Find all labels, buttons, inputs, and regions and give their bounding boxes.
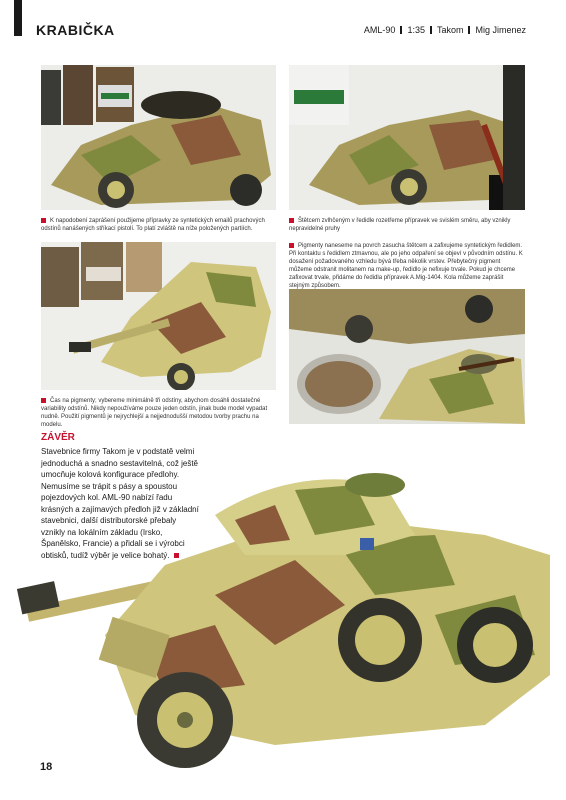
brand: Takom bbox=[436, 25, 464, 35]
hero-tank-photo bbox=[15, 445, 560, 785]
author: Mig Jimenez bbox=[475, 25, 526, 35]
caption-bullet bbox=[41, 398, 46, 403]
caption-photo-4 bbox=[289, 242, 525, 290]
caption-text: Pigmenty naneseme na povrch zasucha štětcem a zafixujeme syntetickým ředidlem. Při kontaktu s ředidlem ztmavnou, ale po jeho odpaření se objeví v původním odstínu. K dosažení požadovaného vzhledu bývá třeba několik vrstev. Přebytečný pigment můžeme odstranit molitanem na make-up, ředidlo je nefixuje trvale. Pokud je chceme zafixovat trvale, přidáme do ředidla přípravek A.Mig-1404. Kola můžeme zaprášit stejným způsobem. bbox=[289, 243, 523, 289]
header-accent-bar bbox=[14, 0, 22, 36]
caption-bullet bbox=[289, 218, 294, 223]
conclusion-heading: ZÁVĚR bbox=[41, 432, 75, 443]
caption-photo-3 bbox=[41, 397, 276, 429]
scale: 1:35 bbox=[407, 25, 425, 35]
header-separator bbox=[430, 26, 432, 34]
conclusion-body: Stavebnice firmy Takom je v podstatě velmi jednoduchá a snadno sestavitelná, což ještě umocňuje kolová konfigurace předlohy. Nemusíme se trápit s pásy a spoustou pojezdových kol. AML-90 nabízí řadu krásných a zajímavých předloh již v základní stavebnici, další distributorské přebaly vznikly na lokálním základu (Irsko, Španělsko, Francie) a přidali se i výrobci obtisků, tudíž výběr je velice bohatý. bbox=[41, 447, 199, 560]
caption-text: K napodobení zaprášení použijeme přípravky ze syntetických emailů prachových odstínů nanášených stříkací pistolí. To platí zvláště na níže položených partiích. bbox=[41, 218, 265, 232]
insignia bbox=[360, 538, 374, 550]
photo-pigments bbox=[41, 242, 276, 390]
tank-model-illustration bbox=[15, 445, 560, 785]
header-separator bbox=[400, 26, 402, 34]
caption-bullet bbox=[289, 243, 294, 248]
header-meta bbox=[364, 25, 526, 35]
caption-text: Štětcem zvlhčeným v ředidle rozetřeme přípravek ve svislém směru, aby vznikly nepravidelné pruhy bbox=[289, 218, 511, 232]
caption-photo-2 bbox=[289, 217, 525, 233]
photo-dust-airbrush bbox=[41, 65, 276, 210]
caption-bullet bbox=[41, 218, 46, 223]
model-name: AML-90 bbox=[363, 25, 396, 35]
tank-photo-illustration bbox=[41, 242, 276, 390]
tank-photo-illustration bbox=[289, 289, 525, 424]
tank-photo-illustration bbox=[289, 65, 525, 210]
page-number: 18 bbox=[40, 761, 53, 773]
header-separator bbox=[468, 26, 470, 34]
photo-pigment-application bbox=[289, 289, 525, 424]
photo-thinner-brush bbox=[289, 65, 525, 210]
section-title: KRABIČKA bbox=[36, 22, 115, 38]
caption-text: Čas na pigmenty; vybereme minimálně tři odstíny, abychom dosáhli dostatečné variability odstínů. Nikdy nepoužíváme pouze jeden odstín, jinak bude model vypadat nudně. Použití pigmentů je nejrychlejší a nejjednodušší metodou tvorby prachu na modelu. bbox=[41, 398, 268, 428]
tank-photo-illustration bbox=[41, 65, 276, 210]
caption-photo-1 bbox=[41, 217, 276, 233]
